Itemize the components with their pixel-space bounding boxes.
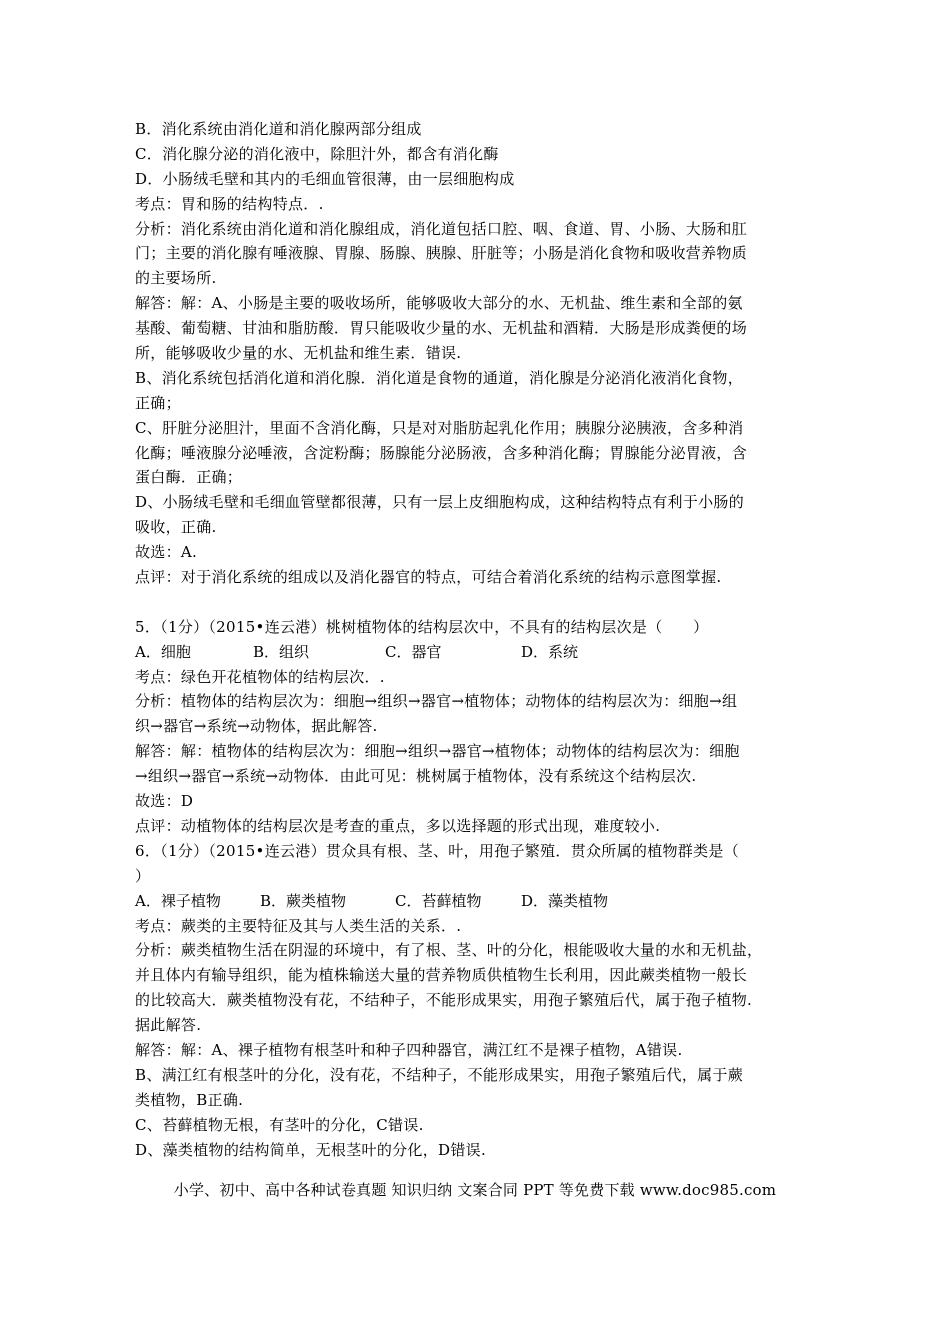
text-line: 点评：对于消化系统的组成以及消化器官的特点，可结合着消化系统的结构示意图掌握. [135,568,722,587]
question-6-stem: 6．（1分）（2015•连云港）贯众具有根、茎、叶，用孢子繁殖．贯众所属的植物群类是（ [135,841,740,860]
question-6-options [135,889,825,914]
text-line: 的比较高大．蕨类植物没有花，不结种子，不能形成果实，用孢子繁殖后代，属于孢子植物. [135,991,753,1010]
text-line: 分析：消化系统由消化道和消化腺组成，消化道包括口腔、咽、食道、胃、小肠、大肠和肛 [135,219,748,238]
text-line: →组织→器官→系统→动物体．由此可见：桃树属于植物体，没有系统这个结构层次. [135,767,697,786]
text-line: 分析：植物体的结构层次为：细胞→组织→器官→植物体；动物体的结构层次为：细胞→组 [135,692,738,711]
text-line: 所，能够吸收少量的水、无机盐和维生素．错误. [135,344,462,363]
option-c: C．器官 [385,642,442,661]
text-line: 考点：蕨类的主要特征及其与人类生活的关系．. [135,916,462,935]
text-line: 吸收，正确. [135,518,217,537]
option-c: C．苔藓植物 [395,891,482,910]
text-line: B、消化系统包括消化道和消化腺．消化道是食物的通道，消化腺是分泌消化液消化食物， [135,368,744,387]
option-b: B．蕨类植物 [260,891,347,910]
spacer [135,590,825,615]
text-line: 正确； [135,393,181,412]
text-line: B、满江红有根茎叶的分化，没有花，不结种子，不能形成果实，用孢子繁殖后代，属于蕨 [135,1065,744,1084]
text-line: 解答：解：A、裸子植物有根茎叶和种子四种器官，满江红不是裸子植物，A错误. [135,1040,683,1059]
option-d: D．系统 [521,642,579,661]
text-line: C．消化腺分泌的消化液中，除胆汁外，都含有消化酶 [135,144,499,163]
text-line: D、小肠绒毛壁和毛细血管壁都很薄，只有一层上皮细胞构成，这种结构特点有利于小肠的 [135,493,745,512]
text-line: 并且体内有输导组织，能为植株输送大量的营养物质供植物生长利用，因此蕨类植物一般长 [135,966,748,985]
text-line: 故选：A. [135,543,198,562]
option-b: B．组织 [253,642,310,661]
text-line: 据此解答. [135,1016,202,1035]
text-line: 的主要场所. [135,269,217,288]
text-line: 织→器官→系统→动物体，据此解答. [135,717,378,736]
question-6-stem-cont: ） [135,866,151,885]
page-footer: 小学、初中、高中各种试卷真题 知识归纳 文案合同 PPT 等免费下载 www.doc985.com [173,1181,777,1199]
text-line: D．小肠绒毛壁和其内的毛细血管很薄，由一层细胞构成 [135,169,515,188]
text-line: 故选：D [135,792,194,811]
text-line: 考点：胃和肠的结构特点．. [135,194,324,213]
text-line: 基酸、葡萄糖、甘油和脂肪酸．胃只能吸收少量的水、无机盐和酒精．大肠是形成粪便的场 [135,319,748,338]
text-line: 类植物，B正确. [135,1090,244,1109]
text-line: 点评：动植物体的结构层次是考查的重点，多以选择题的形式出现，难度较小. [135,816,661,835]
question-5-stem: 5．（1分）（2015•连云港）桃树植物体的结构层次中，不具有的结构层次是（ ） [135,617,709,636]
option-a: A．细胞 [135,642,191,661]
text-line: C、肝脏分泌胆汁，里面不含消化酶，只是对对脂肪起乳化作用；胰腺分泌胰液，含多种消 [135,418,744,437]
option-d: D．藻类植物 [521,891,609,910]
text-line: D、藻类植物的结构简单，无根茎叶的分化，D错误. [135,1140,487,1159]
text-line: 解答：解：A、小肠是主要的吸收场所，能够吸收大部分的水、无机盐、维生素和全部的氨 [135,294,743,313]
text-line: B．消化系统由消化道和消化腺两部分组成 [135,120,422,138]
text-line: 门；主要的消化腺有唾液腺、胃腺、肠腺、胰腺、肝脏等；小肠是消化食物和吸收营养物质 [135,244,748,263]
text-line: C、苔藓植物无根，有茎叶的分化，C错误. [135,1115,424,1134]
option-a: A．裸子植物 [135,891,221,910]
text-line: 蛋白酶．正确； [135,468,243,487]
text-line: 解答：解：植物体的结构层次为：细胞→组织→器官→植物体；动物体的结构层次为：细胞 [135,742,740,761]
text-line: 分析：蕨类植物生活在阴湿的环境中，有了根、茎、叶的分化，根能吸收大量的水和无机盐， [135,941,763,960]
document-body [135,117,825,1162]
text-line: 考点：绿色开花植物体的结构层次．. [135,667,385,686]
question-5-options [135,640,825,665]
text-line: 化酶；唾液腺分泌唾液，含淀粉酶；肠腺能分泌肠液，含多种消化酶；胃腺能分泌胃液，含 [135,443,748,462]
